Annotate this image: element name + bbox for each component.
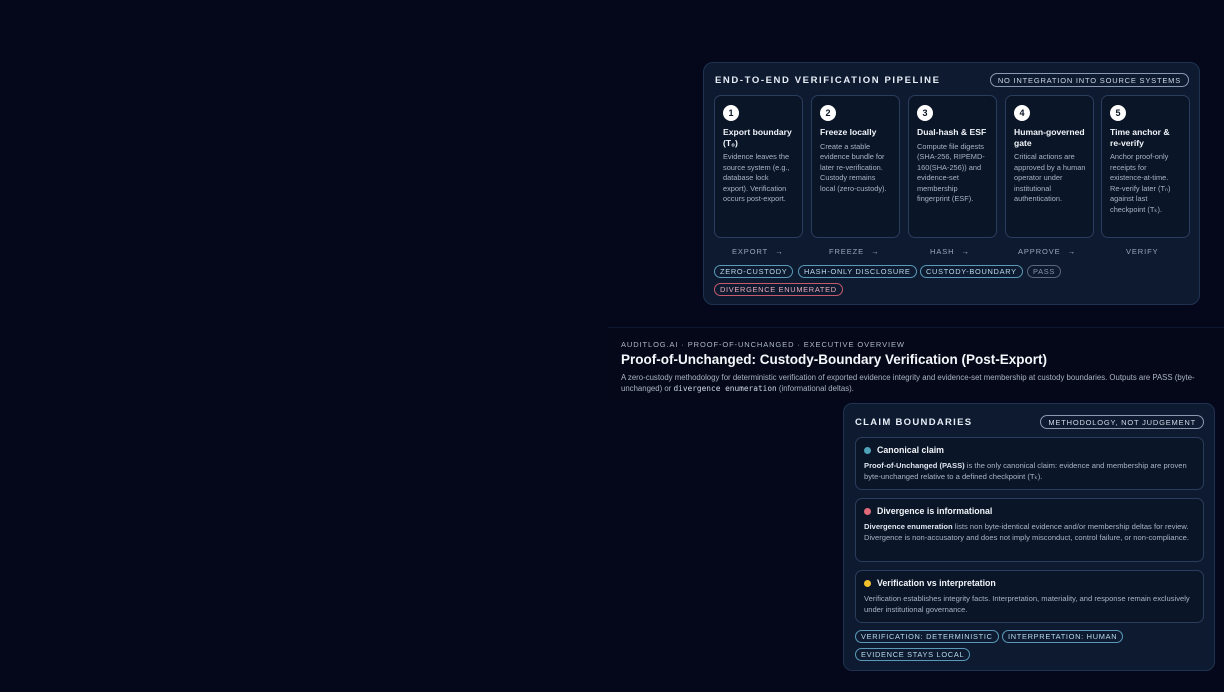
scope-tag: NO INTEGRATION INTO SOURCE SYSTEMS	[990, 73, 1189, 87]
pipeline-step-export	[714, 95, 803, 238]
pill-verification-deterministic: VERIFICATION: DETERMINISTIC	[855, 630, 999, 643]
claim-heading	[864, 578, 1195, 588]
arrow-right-icon: →	[871, 247, 880, 256]
step-description: Anchor proof-only receipts for existence-at-time. Re-verify later (Tₙ) against last checkpoint (Tₖ).	[1110, 152, 1171, 214]
step-number: 2	[820, 105, 836, 121]
lead-code: divergence enumeration	[673, 383, 777, 393]
pipeline-step-freeze	[811, 95, 900, 238]
claim-boundaries-panel	[843, 403, 1215, 671]
step-number: 1	[723, 105, 739, 121]
red-dot-icon	[864, 508, 871, 515]
claim-body	[864, 460, 1195, 482]
stage-export	[732, 247, 784, 256]
stage-label: EXPORT	[732, 247, 769, 256]
claim-bold: Proof-of-Unchanged (PASS)	[864, 461, 965, 470]
step-number: 3	[917, 105, 933, 121]
pill-hash-only-disclosure: HASH-ONLY DISCLOSURE	[798, 265, 917, 278]
step-number: 4	[1014, 105, 1030, 121]
stage-label: HASH	[930, 247, 955, 256]
stage-verify	[1126, 247, 1159, 256]
step-title: Human-governed gate	[1014, 127, 1085, 148]
stage-freeze	[829, 247, 879, 256]
step-description: Critical actions are approved by a human operator under institutional authentication.	[1014, 152, 1086, 203]
step-title: Time anchor & re-verify	[1110, 127, 1170, 148]
pill-evidence-stays-local: EVIDENCE STAYS LOCAL	[855, 648, 970, 661]
pipeline-panel	[703, 62, 1200, 305]
pipeline-step-hash	[908, 95, 997, 238]
step-title: Export boundary (T₀)	[723, 127, 792, 148]
arrow-right-icon: →	[961, 247, 970, 256]
claims-title: CLAIM BOUNDARIES	[855, 417, 973, 428]
pill-divergence-enumerated: DIVERGENCE ENUMERATED	[714, 283, 843, 296]
claim-divergence	[855, 498, 1204, 562]
pill-zero-custody: ZERO-CUSTODY	[714, 265, 793, 278]
pipeline-step-approve	[1005, 95, 1094, 238]
pipeline-title: END-TO-END VERIFICATION PIPELINE	[715, 75, 941, 86]
pill-pass: PASS	[1027, 265, 1061, 278]
claim-verification-vs-interpretation	[855, 570, 1204, 623]
step-description: Evidence leaves the source system (e.g., database lock export). Verification occurs post-export.	[723, 152, 790, 203]
methodology-tag: METHODOLOGY, NOT JUDGEMENT	[1040, 415, 1204, 429]
step-description: Create a stable evidence bundle for later re-verification. Custody remains local (zero-custody).	[820, 141, 887, 193]
eyebrow: AUDITLOG.AI · PROOF-OF-UNCHANGED · EXECUTIVE OVERVIEW	[621, 340, 905, 349]
stage-label: VERIFY	[1126, 247, 1159, 256]
stage-label: FREEZE	[829, 247, 864, 256]
pipeline-step-verify	[1101, 95, 1190, 238]
claim-body	[864, 593, 1195, 615]
claim-title: Divergence is informational	[877, 506, 993, 516]
claim-text: lists non byte-identical evidence and/or membership deltas for review. Divergence is non-accusatory and does not imply misconduct, control failure, or non-compliance.	[864, 522, 1190, 542]
yellow-dot-icon	[864, 580, 871, 587]
pill-interpretation-human: INTERPRETATION: HUMAN	[1002, 630, 1123, 643]
step-title: Dual-hash & ESF	[917, 127, 987, 137]
stage-label: APPROVE	[1018, 247, 1061, 256]
claim-title: Verification vs interpretation	[877, 578, 996, 588]
claim-text: is the only canonical claim: evidence and membership are proven byte-unchanged relative to a defined checkpoint (Tₖ).	[864, 461, 1187, 481]
claim-body	[864, 521, 1195, 543]
claim-heading	[864, 506, 1195, 516]
arrow-right-icon: →	[775, 247, 784, 256]
step-description: Compute file digests (SHA-256, RIPEMD-160(SHA-256)) and evidence-set membership fingerprint (ESF).	[917, 141, 985, 203]
page-title: Proof-of-Unchanged: Custody-Boundary Verification (Post-Export)	[621, 352, 1048, 367]
claim-canonical	[855, 437, 1204, 490]
stage-hash	[930, 247, 970, 256]
overview-header	[608, 327, 1224, 398]
pill-custody-boundary: CUSTODY-BOUNDARY	[920, 265, 1023, 278]
claim-title: Canonical claim	[877, 445, 944, 455]
claim-text: Verification establishes integrity facts. Interpretation, materiality, and response remain exclusively under institutional governance.	[864, 594, 1190, 614]
claim-bold: Divergence enumeration	[864, 522, 953, 531]
stage-approve	[1018, 247, 1076, 256]
step-title: Freeze locally	[820, 127, 877, 137]
teal-dot-icon	[864, 447, 871, 454]
lead-part-1: A zero-custody methodology for deterministic verification of exported evidence integrity and evidence-set membership at custody boundaries. Outputs are PASS (byte-unchanged) or	[621, 373, 1195, 393]
arrow-right-icon: →	[1067, 247, 1076, 256]
claim-heading	[864, 445, 1195, 455]
step-number: 5	[1110, 105, 1126, 121]
lead-part-2: (informational deltas).	[776, 383, 854, 393]
lead-text	[621, 373, 1221, 394]
